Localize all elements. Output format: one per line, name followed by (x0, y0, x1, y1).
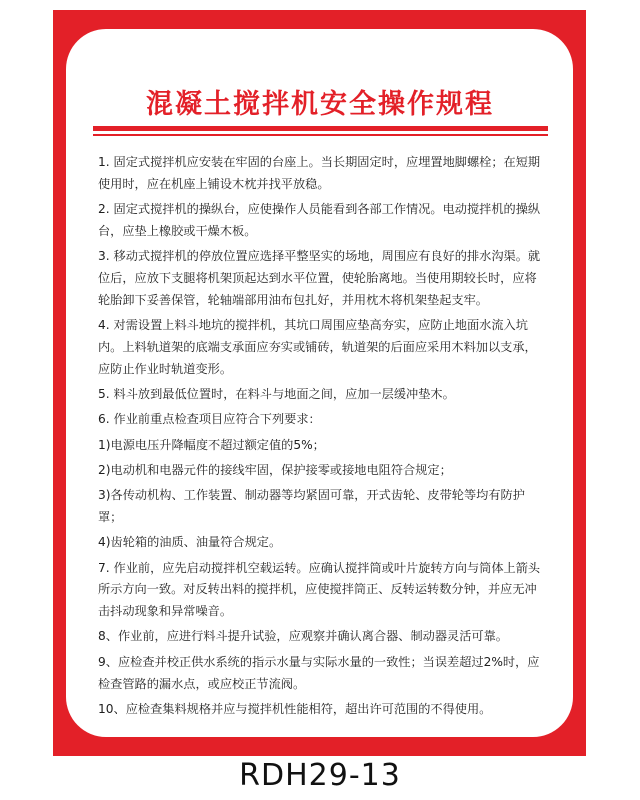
rule-paragraph: 6. 作业前重点检查项目应符合下列要求： (98, 412, 321, 427)
rule-paragraph: 7. 作业前，应先启动搅拌机空载运转。应确认搅拌筒或叶片旋转方向与筒体上箭头所示方向一致。对反转出料的搅拌机，应使搅拌筒正、反转运转数分钟，并应无冲击抖动现象和异常噪音。 (98, 560, 541, 619)
rule-subitem: 3)各传动机构、工作装置、制动器等均紧固可靠，开式齿轮、皮带轮等均有防护罩； (98, 488, 525, 524)
rule-paragraph: 9、应检查并校正供水系统的指示水量与实际水量的一致性；当误差超过2%时，应检查管路的漏水点，或应校正节流阀。 (98, 654, 540, 691)
rule-paragraph: 5. 料斗放到最低位置时，在料斗与地面之间，应加一层缓冲垫木。 (98, 386, 455, 401)
rule-paragraph: 4. 对需设置上料斗地坑的搅拌机，其坑口周围应垫高夯实，应防止地面水流入坑内。上料轨道架的底端支承面应夯实或铺砖，轨道架的后面应采用木料加以支承，应防止作业时轨道变形。 (98, 318, 537, 376)
rule-paragraph: 10、应检查集料规格并应与搅拌机性能相符，超出许可范围的不得使用。 (98, 701, 492, 716)
title-underline (93, 126, 548, 131)
rule-paragraph: 2. 固定式搅拌机的操纵台，应使操作人员能看到各部工作情况。电动搅拌机的操纵台，应垫上橡胶或干燥木板。 (98, 202, 541, 238)
sign-title: 混凝土搅拌机安全操作规程 (146, 89, 494, 120)
rule-paragraph: 3. 移动式搅拌机的停放位置应选择平整坚实的场地，周围应有良好的排水沟渠。就位后，应放下支腿将机架顶起达到水平位置，使轮胎离地。当使用期较长时，应将轮胎卸下妥善保管，轮轴端部用油布包扎好，并用枕木将机架垫起支牢。 (98, 249, 541, 307)
rules-body (98, 152, 546, 724)
rule-paragraph: 1. 固定式搅拌机应安装在牢固的台座上。当长期固定时，应埋置地脚螺栓；在短期使用时，应在机座上铺设木枕并找平放稳。 (98, 155, 541, 191)
rule-paragraph: 8、作业前，应进行料斗提升试验，应观察并确认离合器、制动器灵活可靠。 (98, 629, 508, 644)
rule-subitem: 4)齿轮箱的油质、油量符合规定。 (98, 535, 282, 550)
rule-subitem: 1)电源电压升降幅度不超过额定值的5%； (98, 437, 325, 452)
product-code: RDH29-13 (239, 758, 401, 793)
rule-subitem: 2)电动机和电器元件的接线牢固，保护接零或接地电阻符合规定； (98, 462, 452, 477)
title-underline-thin (93, 134, 548, 136)
